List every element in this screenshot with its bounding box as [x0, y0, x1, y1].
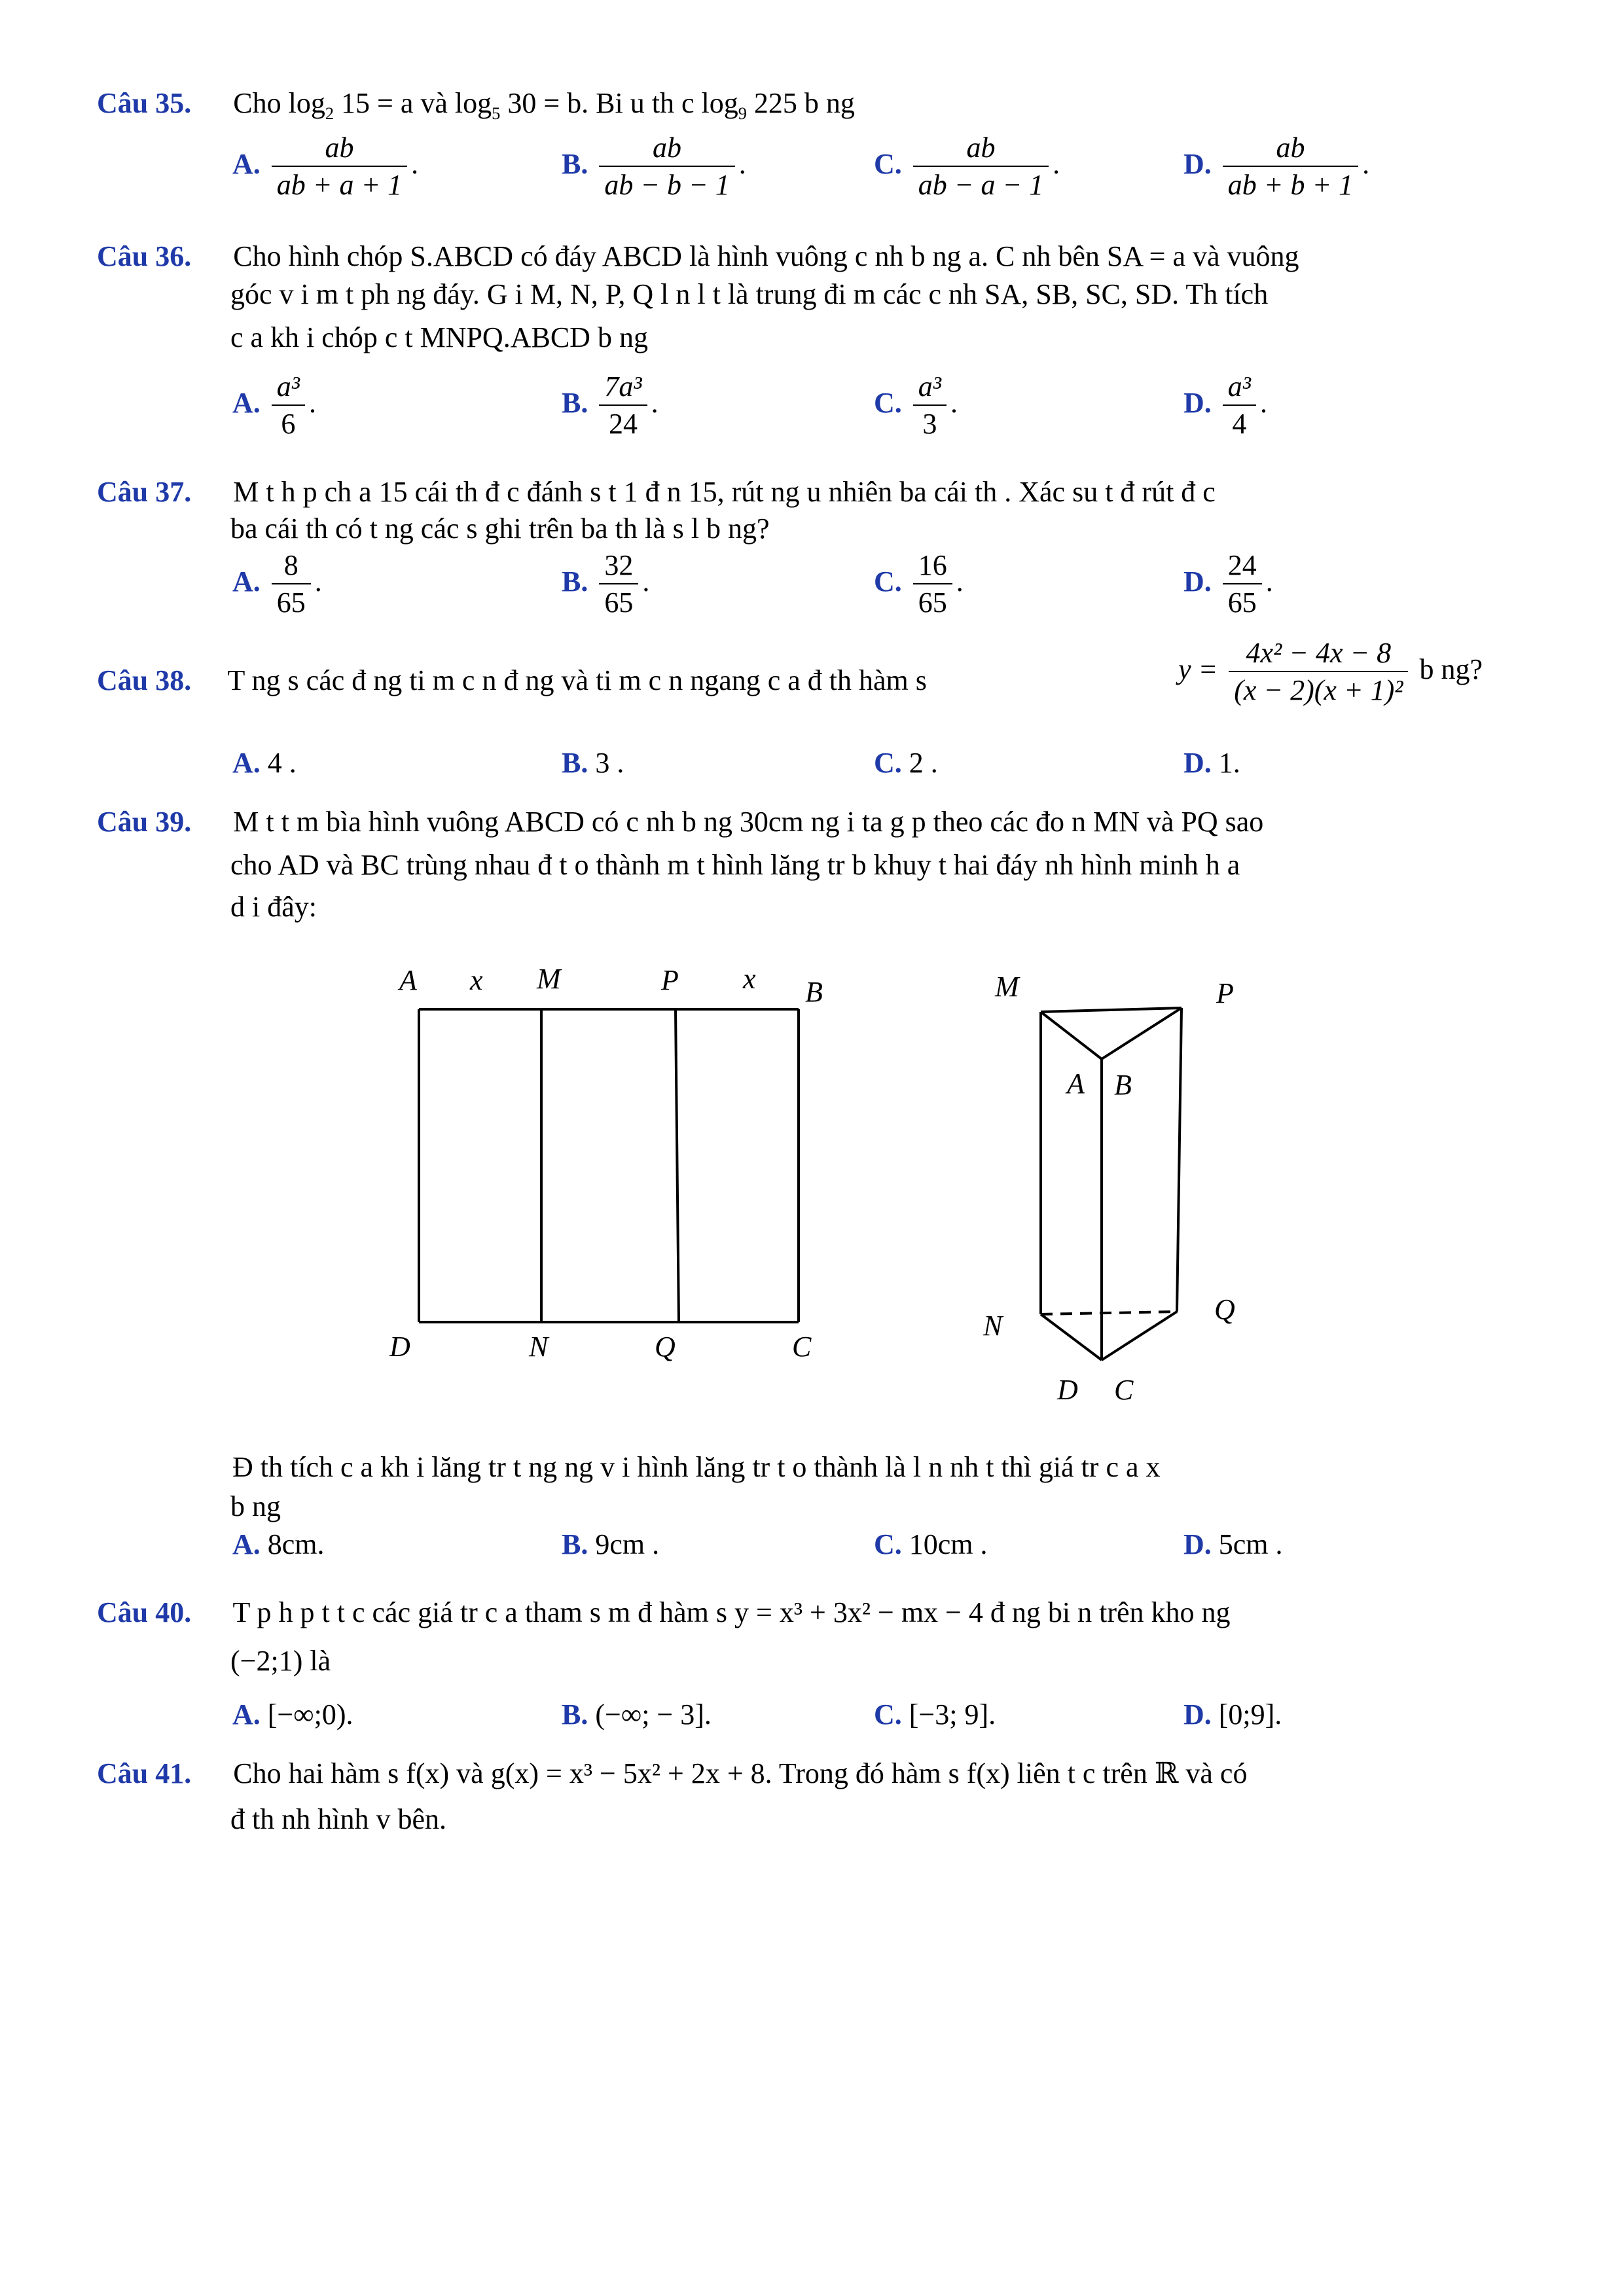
q40-label: Câu 40. — [97, 1596, 192, 1628]
q38-function: y = $\frac{\text{4x² − 4x − 8}}{\text{(x − 2)(x + 1)²}}$ b ng? — [1178, 636, 1483, 708]
fold-pq — [676, 1009, 679, 1322]
label-d: D — [389, 1331, 410, 1363]
edge-pq — [1177, 1008, 1182, 1312]
edge-nq-hidden — [1041, 1312, 1177, 1314]
q35-stem: Câu 35. Cho $\log_2 15 = a$ và $\log_5 30 = b$. Bi u th c $\log_9 225$ b ng — [97, 87, 855, 123]
label-q: Q — [1214, 1293, 1235, 1325]
edge-q-dc — [1102, 1312, 1177, 1360]
q36-option-d[interactable]: D. $\frac{\text{a³}}{4}$ . — [1183, 370, 1267, 442]
q39-option-a[interactable]: A. 8cm. — [232, 1528, 325, 1560]
label-n: N — [983, 1310, 1003, 1342]
q40-option-c[interactable]: C. [−3; 9]. — [874, 1698, 996, 1731]
q38-label: Câu 38. — [97, 664, 192, 696]
q39-after-line1: Đ th tích c a kh i lăng tr t ng ng v i hình lăng tr t o thành là l n nh t thì giá tr c a x — [232, 1451, 1161, 1483]
q37-option-c[interactable]: C. $\frac{16}{65}$ . — [874, 548, 964, 620]
label-d: D — [1057, 1374, 1078, 1406]
q35-option-a[interactable]: A. $\frac{ab}{ab + a + 1}$ . — [232, 131, 418, 203]
fraction: $\frac{ab}{ab - a - 1}$ — [913, 131, 1049, 203]
label-a: A — [399, 964, 417, 996]
fraction: $\frac{ab}{ab - b - 1}$ — [599, 131, 734, 203]
square-fold-figure — [380, 956, 851, 1384]
fraction: $\frac{\text{a³}}{3}$ — [913, 370, 947, 442]
prism-diagram — [969, 962, 1244, 1420]
q38-option-c[interactable]: C. 2 . — [874, 747, 938, 779]
edge-m-ab — [1041, 1012, 1102, 1059]
edge-p-ab — [1102, 1008, 1182, 1059]
edge-n-dc — [1041, 1314, 1102, 1360]
q36-option-a[interactable]: A. $\frac{\text{a³}}{6}$ . — [232, 370, 316, 442]
label-m: M — [537, 963, 561, 995]
q37-line2: ba cái th có t ng các s ghi trên ba th là s l b ng? — [230, 512, 770, 545]
q36-stem: Câu 36. Cho hình chóp S.ABCD có đáy ABCD là hình vuông c nh b ng a. C nh bên SA = a và vuông — [97, 240, 1299, 272]
label-a: A — [1067, 1067, 1085, 1100]
fraction: $\frac{24}{65}$ — [1223, 548, 1262, 620]
q37-stem: Câu 37. M t h p ch a 15 cái th đ c đánh s t 1 đ n 15, rút ng u nhiên ba cái th . Xác su t đ rút đ c — [97, 476, 1216, 508]
q37-option-a[interactable]: A. $\frac{8}{65}$ . — [232, 548, 322, 620]
square-fold-diagram — [380, 956, 851, 1374]
fraction: $\frac{ab}{ab + a + 1}$ — [272, 131, 407, 203]
q35-option-c[interactable]: C. $\frac{ab}{ab - a - 1}$ . — [874, 131, 1060, 203]
label-x-right: x — [743, 963, 756, 995]
q38-option-b[interactable]: B. 3 . — [562, 747, 624, 779]
q40-stem: Câu 40. T p h p t t c các giá tr c a tham s m đ hàm s y = x³ + 3x² − mx − 4 đ ng bi n trên kho ng — [97, 1596, 1231, 1628]
edge-mp — [1041, 1008, 1182, 1012]
q36-option-b[interactable]: B. $\frac{\text{7a³}}{24}$ . — [562, 370, 659, 442]
q38-option-d[interactable]: D. 1. — [1183, 747, 1240, 779]
q39-option-b[interactable]: B. 9cm . — [562, 1528, 660, 1560]
q40-option-b[interactable]: B. (−∞; − 3]. — [562, 1698, 712, 1731]
q37-label: Câu 37. — [97, 476, 192, 508]
fraction: $\frac{\text{4x² − 4x − 8}}{\text{(x − 2)(x + 1)²}}$ — [1229, 636, 1408, 708]
q35-option-d[interactable]: D. $\frac{ab}{ab + b + 1}$ . — [1183, 131, 1369, 203]
q37-option-b[interactable]: B. $\frac{32}{65}$ . — [562, 548, 649, 620]
label-b: B — [1114, 1069, 1132, 1101]
label-c: C — [792, 1331, 812, 1363]
label-p: P — [1216, 977, 1234, 1009]
label-x-left: x — [470, 964, 483, 996]
fraction: $\frac{32}{65}$ — [599, 548, 638, 620]
q39-line2: cho AD và BC trùng nhau đ t o thành m t hình lăng tr b khuy t hai đáy nh hình minh h a — [230, 849, 1240, 881]
q36-option-c[interactable]: C. $\frac{\text{a³}}{3}$ . — [874, 370, 958, 442]
q39-option-d[interactable]: D. 5cm . — [1183, 1528, 1283, 1560]
q41-line2: đ th nh hình v bên. — [230, 1803, 446, 1835]
q40-option-a[interactable]: A. [−∞;0). — [232, 1698, 353, 1731]
q40-line2: (−2;1) là — [230, 1645, 331, 1677]
q39-label: Câu 39. — [97, 806, 192, 838]
fraction: $\frac{\text{a³}}{4}$ — [1223, 370, 1256, 442]
q35-option-b[interactable]: B. $\frac{ab}{ab - b - 1}$ . — [562, 131, 746, 203]
q38-stem: Câu 38. T ng s các đ ng ti m c n đ ng và ti m c n ngang c a đ th hàm s — [97, 664, 927, 696]
q36-label: Câu 36. — [97, 240, 192, 272]
fraction: $\frac{16}{65}$ — [913, 548, 952, 620]
q41-stem: Câu 41. Cho hai hàm s f(x) và g(x) = x³ − 5x² + 2x + 8. Trong đó hàm s f(x) liên t c trên ℝ và có — [97, 1757, 1248, 1789]
q35-label: Câu 35. — [97, 87, 192, 119]
label-c: C — [1114, 1374, 1134, 1406]
label-m: M — [995, 971, 1019, 1003]
q37-option-d[interactable]: D. $\frac{24}{65}$ . — [1183, 548, 1273, 620]
q36-line3: c a kh i chóp c t MNPQ.ABCD b ng — [230, 321, 648, 353]
fraction: $\frac{8}{65}$ — [272, 548, 311, 620]
label-p: P — [661, 964, 679, 996]
q39-option-c[interactable]: C. 10cm . — [874, 1528, 988, 1560]
q36-line2: góc v i m t ph ng đáy. G i M, N, P, Q l n l t là trung đi m các c nh SA, SB, SC, SD. Th tích — [230, 278, 1269, 310]
label-b: B — [805, 976, 823, 1008]
fraction: $\frac{\text{a³}}{6}$ — [272, 370, 305, 442]
label-n: N — [529, 1331, 549, 1363]
q38-option-a[interactable]: A. 4 . — [232, 747, 297, 779]
q39-after-line2: b ng — [230, 1490, 281, 1522]
fraction: $\frac{\text{7a³}}{24}$ — [599, 370, 647, 442]
q39-stem: Câu 39. M t t m bìa hình vuông ABCD có c nh b ng 30cm ng i ta g p theo các đo n MN và PQ sao — [97, 806, 1264, 838]
q39-line3: d i đây: — [230, 891, 317, 923]
prism-figure — [969, 962, 1244, 1430]
q41-label: Câu 41. — [97, 1757, 192, 1789]
fraction: $\frac{ab}{ab + b + 1}$ — [1223, 131, 1358, 203]
label-q: Q — [655, 1331, 676, 1363]
q40-option-d[interactable]: D. [0;9]. — [1183, 1698, 1282, 1731]
